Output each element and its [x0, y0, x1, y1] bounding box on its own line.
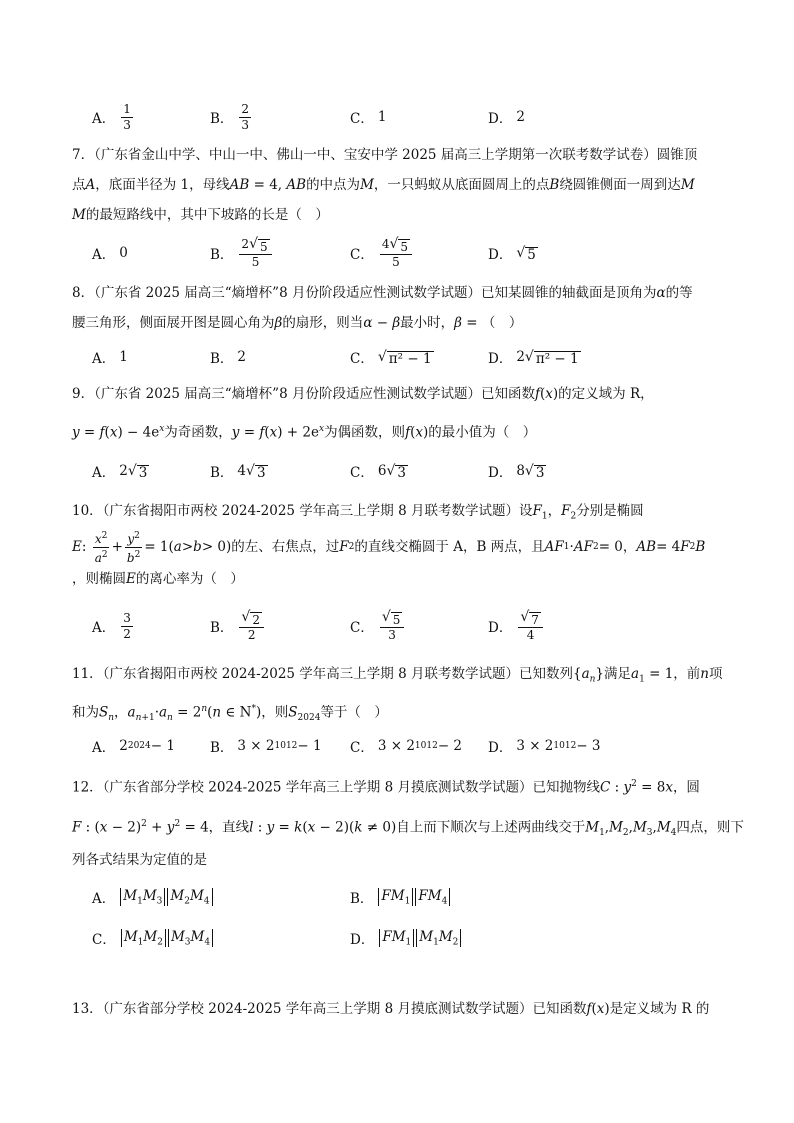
radical: √ 5: [516, 244, 536, 263]
q11-stem-line2: 和为$S_n$，$a_{n+1}\cdot a_n = 2^n(n$ ∈ N*)，则$S_{2024}$等于（ ）: [72, 704, 388, 724]
q10-stem-line1: 10．（广东省揭阳市两校 2024-2025 学年高三上学期 8 月联考数学试题）设$F_1$，$F_2$分别是椭圆: [72, 503, 644, 522]
q12-option-d[interactable]: D． $FM_1$ $M_1M_2$: [350, 918, 462, 958]
q10-option-d[interactable]: D． √ 7 4: [488, 606, 545, 646]
q8-option-d[interactable]: D． 2 √ π² − 1: [488, 348, 579, 367]
q6-option-c[interactable]: C． 1: [350, 109, 387, 127]
q7-option-d[interactable]: D． √ 5: [488, 244, 536, 263]
q11-options: [92, 726, 732, 766]
q9-stem-line1: 9．（广东省 2025 届高三“熵增杯”8 月份阶段适应性测试数学试题）已知函数f(x)的定义域为 R，: [72, 386, 654, 402]
q11-option-d[interactable]: D． 3 × 2 1012 − 3: [488, 738, 601, 756]
q12-stem-line3: 列各式结果为定值的是: [72, 852, 207, 868]
q10-stem-line3: ，则椭圆E的离心率为（ ）: [72, 571, 244, 587]
q7-stem-line2: 点A，底面半径为 1，母线AB = 4, AB的中点为M，一只蚂蚁从底面圆周上的点B绕圆锥侧面一周到达M: [72, 177, 695, 193]
q8-option-c[interactable]: C． √ π² − 1: [350, 348, 432, 367]
q10-stem-line2: E : $\frac{x^2}{a^2}$ + $\frac{y^2}{b^2}$ = 1( a > b > 0) 的左、右焦点，过 F 2 的直线交椭圆于 A，B 两点，且 AF 1 · AF 2 = 0， AB = 4 F 2 B: [72, 530, 706, 565]
q11-stem-line1: 11．（广东省揭阳市两校 2024-2025 学年高三上学期 8 月联考数学试题）已知数列$\{a_n\}$满足$a_1 = 1$，前n项: [72, 666, 723, 685]
q12-options-row2: [92, 918, 732, 958]
q12-stem-line2: F : $(x - 2)^2 + y^2 = 4$，直线l : y = k(x − 2)(k ≠ 0)自上而下顺次与上述两曲线交于$M_1,M_2,M_3,M_4$四点，则下: [72, 819, 744, 839]
q7-options: [92, 233, 732, 273]
q7-stem-line1: 7．（广东省金山中学、中山一中、佛山一中、宝安中学 2025 届高三上学期第一次联考数学试卷）圆锥顶: [72, 147, 698, 163]
q12-options-row1: [92, 877, 732, 917]
q10-options: [92, 606, 732, 646]
q6-option-b[interactable]: B． $\frac{2}{3}$: [210, 101, 250, 132]
q7-option-c[interactable]: C． 4 √ 5 5: [350, 233, 414, 273]
q12-option-c[interactable]: C． $M_1M_2$ $M_3M_4$: [92, 918, 214, 958]
q10-option-c[interactable]: C． √ 5 3: [350, 606, 406, 646]
q9-option-d[interactable]: D． 8 √ 3: [488, 462, 545, 481]
q9-option-b[interactable]: B． 4 √ 3: [210, 462, 266, 481]
q9-option-a[interactable]: A． 2 √ 3: [92, 462, 148, 481]
q12-option-b[interactable]: B． $FM_1$ $FM_4$: [350, 877, 451, 917]
q6-option-a[interactable]: A． $\frac{1}{3}$: [92, 101, 131, 132]
q9-options: [92, 451, 732, 491]
fraction: 4 √ 5 5: [380, 237, 412, 270]
q9-option-c[interactable]: C． 6 √ 3: [350, 462, 406, 481]
q12-stem-line1: 12．（广东省部分学校 2024-2025 学年高三上学期 8 月摸底测试数学试题）已知抛物线C : $y^2 = 8x$，圆: [72, 779, 700, 796]
q8-stem-line2: 腰三角形，侧面展开图是圆心角为β的扇形，则当α − β最小时，β = （ ）: [72, 315, 523, 331]
q7-option-a[interactable]: A． 0: [92, 245, 128, 263]
q8-stem-line1: 8．（广东省 2025 届高三“熵增杯”8 月份阶段适应性测试数学试题）已知某圆锥的轴截面是顶角为α的等: [72, 285, 693, 301]
q8-option-b[interactable]: B． 2: [210, 349, 247, 367]
q7-stem-line3: M的最短路线中，其中下坡路的长是（ ）: [72, 207, 329, 223]
q6-option-d[interactable]: D． 2: [488, 109, 525, 127]
fraction: $\frac{1}{3}$: [123, 101, 131, 132]
q7-option-b[interactable]: B． 2 √ 5 5: [210, 233, 274, 273]
q10-option-a[interactable]: A． $\frac{3}{2}$: [92, 610, 131, 641]
q9-stem-line2: $y = f(x) - 4e^x$为奇函数，$y = f(x) + 2e^x$为偶函数，则f(x)的最小值为（ ）: [72, 424, 537, 441]
q6-options: [92, 97, 732, 137]
fraction: 2 √ 5 5: [239, 237, 271, 270]
q11-option-c[interactable]: C． 3 × 2 1012 − 2: [350, 738, 463, 756]
fraction: $\frac{2}{3}$: [241, 101, 250, 132]
q8-options: [92, 337, 732, 377]
q10-option-b[interactable]: B． √ 2 2: [210, 606, 266, 646]
q11-option-a[interactable]: A． 2 2024 − 1: [92, 738, 175, 756]
q12-option-a[interactable]: A． $M_1M_3$ $M_2M_4$: [92, 877, 214, 917]
q13-stem-line1: 13．（广东省部分学校 2024-2025 学年高三上学期 8 月摸底测试数学试题）已知函数f(x)是定义域为 R 的: [72, 1001, 710, 1017]
q11-option-b[interactable]: B． 3 × 2 1012 − 1: [210, 738, 322, 756]
q8-option-a[interactable]: A． 1: [92, 349, 128, 367]
